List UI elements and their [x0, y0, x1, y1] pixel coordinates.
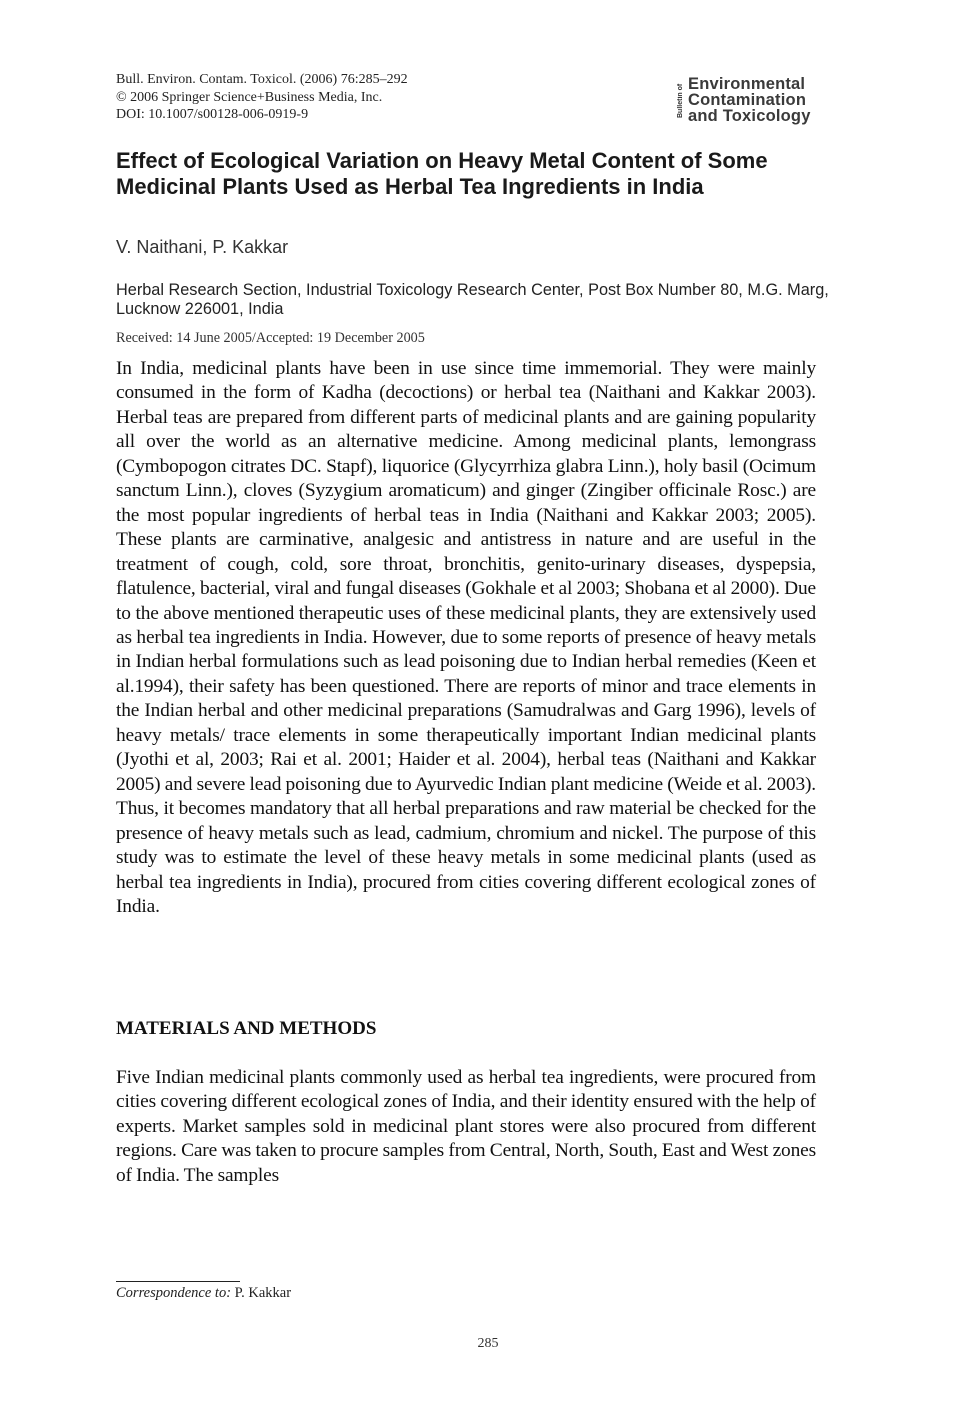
logo-line-3: and Toxicology [688, 107, 811, 125]
journal-citation-block [116, 71, 408, 124]
logo-wordmark [688, 76, 811, 124]
citation-line: Bull. Environ. Contam. Toxicol. (2006) 76:285–292 [116, 72, 408, 87]
doi-line: DOI: 10.1007/s00128-006-0919-9 [116, 107, 309, 122]
journal-logo [676, 76, 842, 126]
copyright-line: © 2006 Springer Science+Business Media, Inc. [116, 89, 383, 105]
received-dates: Received: 14 June 2005/Accepted: 19 December 2005 [116, 330, 425, 346]
article-authors: V. Naithani, P. Kakkar [116, 237, 289, 257]
correspondence-label: Correspondence to: [116, 1285, 232, 1301]
logo-line-1: Environmental [688, 75, 806, 93]
page-number: 285 [477, 1336, 499, 1351]
author-affiliation: Herbal Research Section, Industrial Toxicology Research Center, Post Box Number 80, M.G. Marg, Lucknow 226001, India [116, 281, 829, 318]
footnote-divider [116, 1281, 240, 1282]
correspondence-footnote [116, 1285, 291, 1302]
article-title: Effect of Ecological Variation on Heavy Metal Content of Some Medicinal Plants Used as Herbal Tea Ingredients in India [116, 148, 768, 199]
correspondence-name: P. Kakkar [234, 1285, 292, 1301]
logo-side-text: Bulletin of [677, 83, 684, 119]
methods-paragraph: Five Indian medicinal plants commonly used as herbal tea ingredients, were procured from cities covering different ecological zones of India, and their identity ensured with the help of experts. Market samples sold in medicinal plant stores were also procured from different regions. Care was taken to procure samples from Central, North, South, East and West zones of India. The samples [116, 1067, 816, 1186]
logo-line-2: Contamination [688, 91, 807, 109]
section-heading-materials-methods: MATERIALS AND METHODS [116, 1018, 377, 1039]
intro-paragraph: In India, medicinal plants have been in use since time immemorial. They were mainly consumed in the form of Kadha (decoctions) or herbal tea (Naithani and Kakkar 2003). Herbal teas are prepared from different parts of medicinal plants and are gaining popularity all over the world as an alternative medicine. Among medicinal plants, lemongrass (Cymbopogon citrates DC. Stapf), liquorice (Glycyrrhiza glabra Linn.), holy basil (Ocimum sanctum Linn.), cloves (Syzygium aromaticum) and ginger (Zingiber officinale Rosc.) are the most popular ingredients of herbal teas in India (Naithani and Kakkar 2003; 2005). These plants are carminative, analgesic and antistress in nature and are useful in the treatment of cough, cold, sore throat, bronchitis, genito-urinary diseases, dyspepsia, flatulence, bacterial, viral and fungal diseases (Gokhale et al 2003; Shobana et al 2000). Due to the above mentioned therapeutic uses of these medicinal plants, they are extensively used as herbal tea ingredients in India. However, due to some reports of presence of heavy metals in Indian herbal formulations such as lead poisoning due to Indian herbal remedies (Keen et al.1994), their safety has been questioned. There are reports of minor and trace elements in the Indian herbal and other medicinal preparations (Samudralwas and Garg 1996), levels of heavy metals/ trace elements in some therapeutically important Indian medicinal plants (Jyothi et al, 2003; Rai et al. 2001; Haider et al. 2004), herbal teas (Naithani and Kakkar 2005) and severe lead poisoning due to Ayurvedic Indian plant medicine (Weide et al. 2003). Thus, it becomes mandatory that all herbal preparations and raw material be checked for the presence of heavy metals such as lead, cadmium, chromium and nickel. The purpose of this study was to estimate the level of these heavy metals in some medicinal plants (used as herbal tea ingredients in India), procured from cities covering different ecological zones of India. [116, 358, 816, 917]
